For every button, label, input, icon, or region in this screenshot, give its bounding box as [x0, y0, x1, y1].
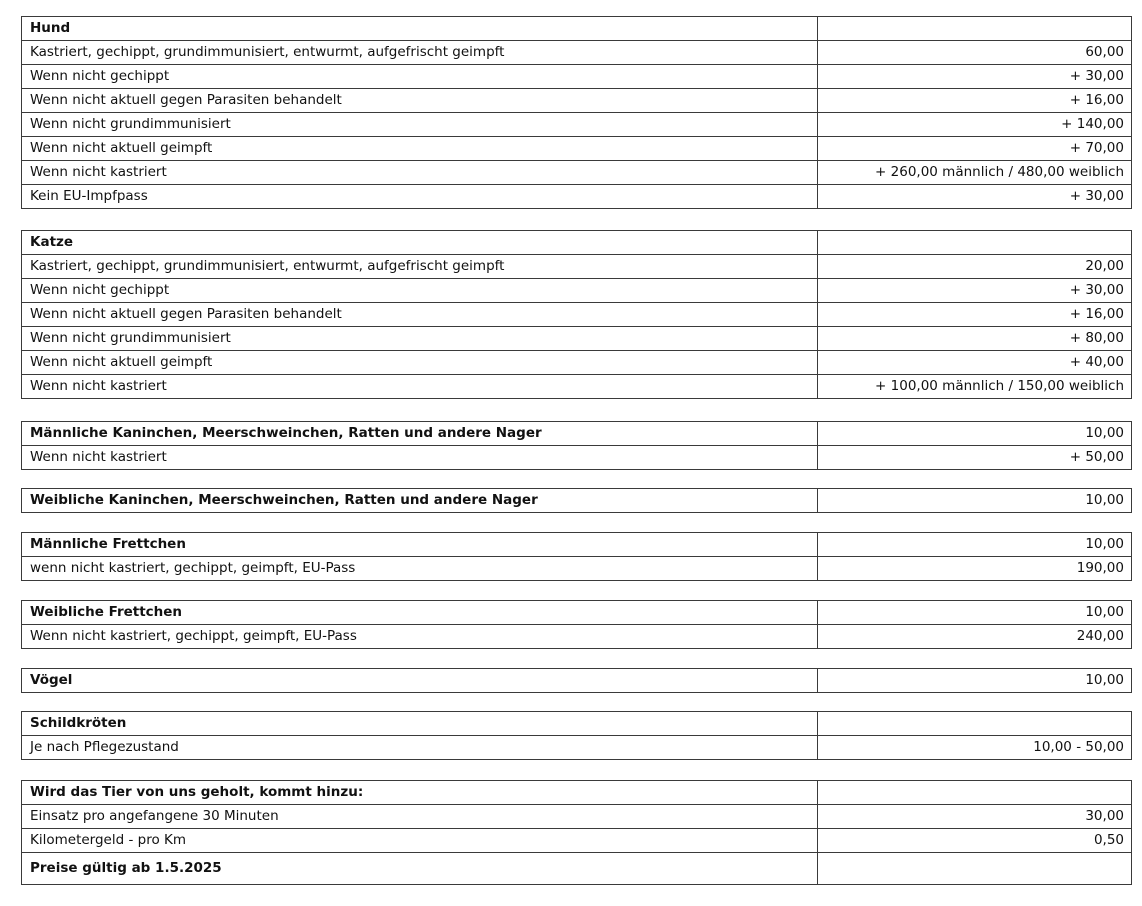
price-value [818, 853, 1132, 885]
section-title: Männliche Kaninchen, Meerschweinchen, Ratten und andere Nager [22, 422, 818, 446]
price-value: + 16,00 [818, 303, 1132, 327]
row-label: Wenn nicht kastriert [22, 161, 818, 185]
price-value: 10,00 [818, 489, 1132, 513]
section-title: Weibliche Frettchen [22, 601, 818, 625]
table-row [22, 736, 1132, 760]
row-label: wenn nicht kastriert, gechippt, geimpft, EU-Pass [22, 557, 818, 581]
table-row [22, 41, 1132, 65]
price-value: + 70,00 [818, 137, 1132, 161]
section-title: Männliche Frettchen [22, 533, 818, 557]
table-row [22, 853, 1132, 885]
price-value: 10,00 - 50,00 [818, 736, 1132, 760]
section-title: Katze [22, 231, 818, 255]
row-label: Wenn nicht aktuell geimpft [22, 137, 818, 161]
price-table-abholung [21, 780, 1132, 885]
table-row [22, 137, 1132, 161]
row-label: Wenn nicht gechippt [22, 279, 818, 303]
row-label: Kein EU-Impfpass [22, 185, 818, 209]
row-label: Wenn nicht grundimmunisiert [22, 113, 818, 137]
price-value: + 260,00 männlich / 480,00 weiblich [818, 161, 1132, 185]
price-value: + 50,00 [818, 446, 1132, 470]
row-label: Wenn nicht grundimmunisiert [22, 327, 818, 351]
price-table-nager-weiblich [21, 488, 1132, 513]
table-row [22, 601, 1132, 625]
price-value: 60,00 [818, 41, 1132, 65]
table-row [22, 351, 1132, 375]
section-title: Hund [22, 17, 818, 41]
table-row [22, 303, 1132, 327]
price-value: 30,00 [818, 805, 1132, 829]
price-value: + 100,00 männlich / 150,00 weiblich [818, 375, 1132, 399]
price-table-nager-maennlich [21, 421, 1132, 470]
price-table-katze [21, 230, 1132, 399]
price-table-hund [21, 16, 1132, 209]
price-value: 10,00 [818, 533, 1132, 557]
table-row [22, 185, 1132, 209]
table-row [22, 422, 1132, 446]
section-title: Wird das Tier von uns geholt, kommt hinzu: [22, 781, 818, 805]
section-title: Weibliche Kaninchen, Meerschweinchen, Ratten und andere Nager [22, 489, 818, 513]
price-value: + 30,00 [818, 65, 1132, 89]
table-row [22, 805, 1132, 829]
row-label: Wenn nicht kastriert [22, 446, 818, 470]
table-row [22, 65, 1132, 89]
price-table-frettchen-maennlich [21, 532, 1132, 581]
table-row [22, 625, 1132, 649]
table-row [22, 375, 1132, 399]
price-value: + 16,00 [818, 89, 1132, 113]
table-row [22, 557, 1132, 581]
price-value: + 40,00 [818, 351, 1132, 375]
row-label: Wenn nicht aktuell gegen Parasiten behandelt [22, 89, 818, 113]
table-row [22, 113, 1132, 137]
price-value: + 140,00 [818, 113, 1132, 137]
price-value [818, 231, 1132, 255]
table-row [22, 255, 1132, 279]
price-table-schildkroeten [21, 711, 1132, 760]
price-value: 20,00 [818, 255, 1132, 279]
price-value: 190,00 [818, 557, 1132, 581]
row-label: Wenn nicht kastriert, gechippt, geimpft, EU-Pass [22, 625, 818, 649]
table-row [22, 712, 1132, 736]
price-value: 10,00 [818, 669, 1132, 693]
table-row [22, 279, 1132, 303]
price-value: + 30,00 [818, 279, 1132, 303]
row-label: Kilometergeld - pro Km [22, 829, 818, 853]
section-title: Vögel [22, 669, 818, 693]
table-row [22, 669, 1132, 693]
price-value: 240,00 [818, 625, 1132, 649]
price-table-voegel [21, 668, 1132, 693]
price-value: 10,00 [818, 422, 1132, 446]
price-value [818, 17, 1132, 41]
table-row [22, 533, 1132, 557]
row-label: Wenn nicht aktuell geimpft [22, 351, 818, 375]
row-label: Wenn nicht kastriert [22, 375, 818, 399]
price-value [818, 781, 1132, 805]
price-value: + 30,00 [818, 185, 1132, 209]
row-label: Je nach Pflegezustand [22, 736, 818, 760]
price-value [818, 712, 1132, 736]
table-row [22, 17, 1132, 41]
price-value: 10,00 [818, 601, 1132, 625]
price-value: 0,50 [818, 829, 1132, 853]
table-row [22, 161, 1132, 185]
table-row [22, 489, 1132, 513]
row-label: Wenn nicht aktuell gegen Parasiten behandelt [22, 303, 818, 327]
validity-note: Preise gültig ab 1.5.2025 [22, 853, 818, 885]
table-row [22, 89, 1132, 113]
section-title: Schildkröten [22, 712, 818, 736]
price-value: + 80,00 [818, 327, 1132, 351]
row-label: Wenn nicht gechippt [22, 65, 818, 89]
price-table-frettchen-weiblich [21, 600, 1132, 649]
table-row [22, 327, 1132, 351]
table-row [22, 829, 1132, 853]
row-label: Kastriert, gechippt, grundimmunisiert, entwurmt, aufgefrischt geimpft [22, 255, 818, 279]
table-row [22, 231, 1132, 255]
row-label: Einsatz pro angefangene 30 Minuten [22, 805, 818, 829]
table-row [22, 781, 1132, 805]
row-label: Kastriert, gechippt, grundimmunisiert, entwurmt, aufgefrischt geimpft [22, 41, 818, 65]
table-row [22, 446, 1132, 470]
